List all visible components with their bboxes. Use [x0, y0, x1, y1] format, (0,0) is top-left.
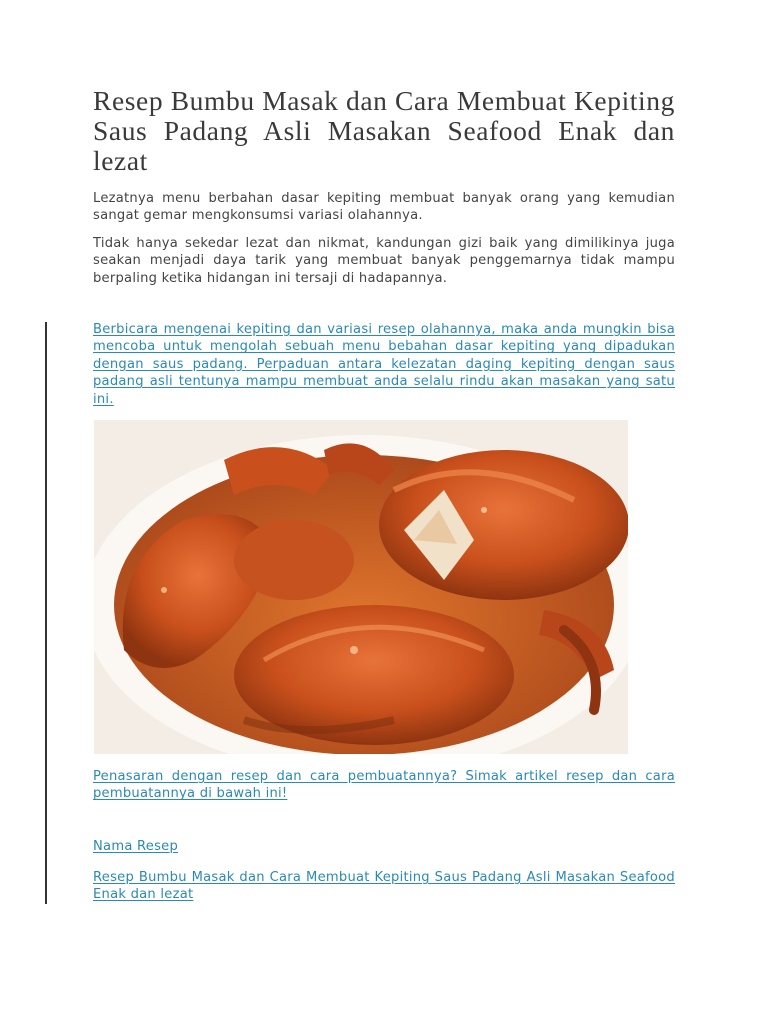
quote-bar [45, 322, 47, 904]
recipe-name-value-block [93, 869, 675, 904]
recipe-name-label[interactable]: Nama Resep [93, 839, 179, 854]
intro-link[interactable]: Berbicara mengenai kepiting dan variasi resep olahannya, maka anda mungkin bisa mencoba untuk mengolah sebuah menu bebahan dasar kepiting yang dipadukan dengan saus padang. Perpaduan antara kelezatan daging kepiting dengan saus padang asli tentunya mampu membuat anda selalu rindu akan masakan yang satu ini. [93, 322, 675, 407]
paragraph-nutrition: Tidak hanya sekedar lezat dan nikmat, kandungan gizi baik yang dimilikinya juga seakan menjadi daya tarik yang membuat banyak penggemarnya tidak mampu berpaling ketika hidangan ini tersaji di hadapannya. [93, 235, 675, 286]
after-image-block [93, 768, 675, 803]
recipe-name-value[interactable]: Resep Bumbu Masak dan Cara Membuat Kepiting Saus Padang Asli Masakan Seafood Enak dan lezat [93, 870, 675, 903]
recipe-name-label-block [93, 838, 675, 855]
article-body [93, 86, 675, 297]
link-block [93, 321, 675, 408]
cta-link[interactable]: Penasaran dengan resep dan cara pembuatannya? Simak artikel resep dan cara pembuatannya di bawah ini! [93, 769, 675, 802]
paragraph-intro: Lezatnya menu berbahan dasar kepiting membuat banyak orang yang kemudian sangat gemar mengkonsumsi variasi olahannya. [93, 191, 675, 224]
crab-dish-image [94, 420, 628, 754]
crab-dish-photo [94, 420, 628, 754]
article-title: Resep Bumbu Masak dan Cara Membuat Kepiting Saus Padang Asli Masakan Seafood Enak dan lezat [93, 85, 675, 176]
